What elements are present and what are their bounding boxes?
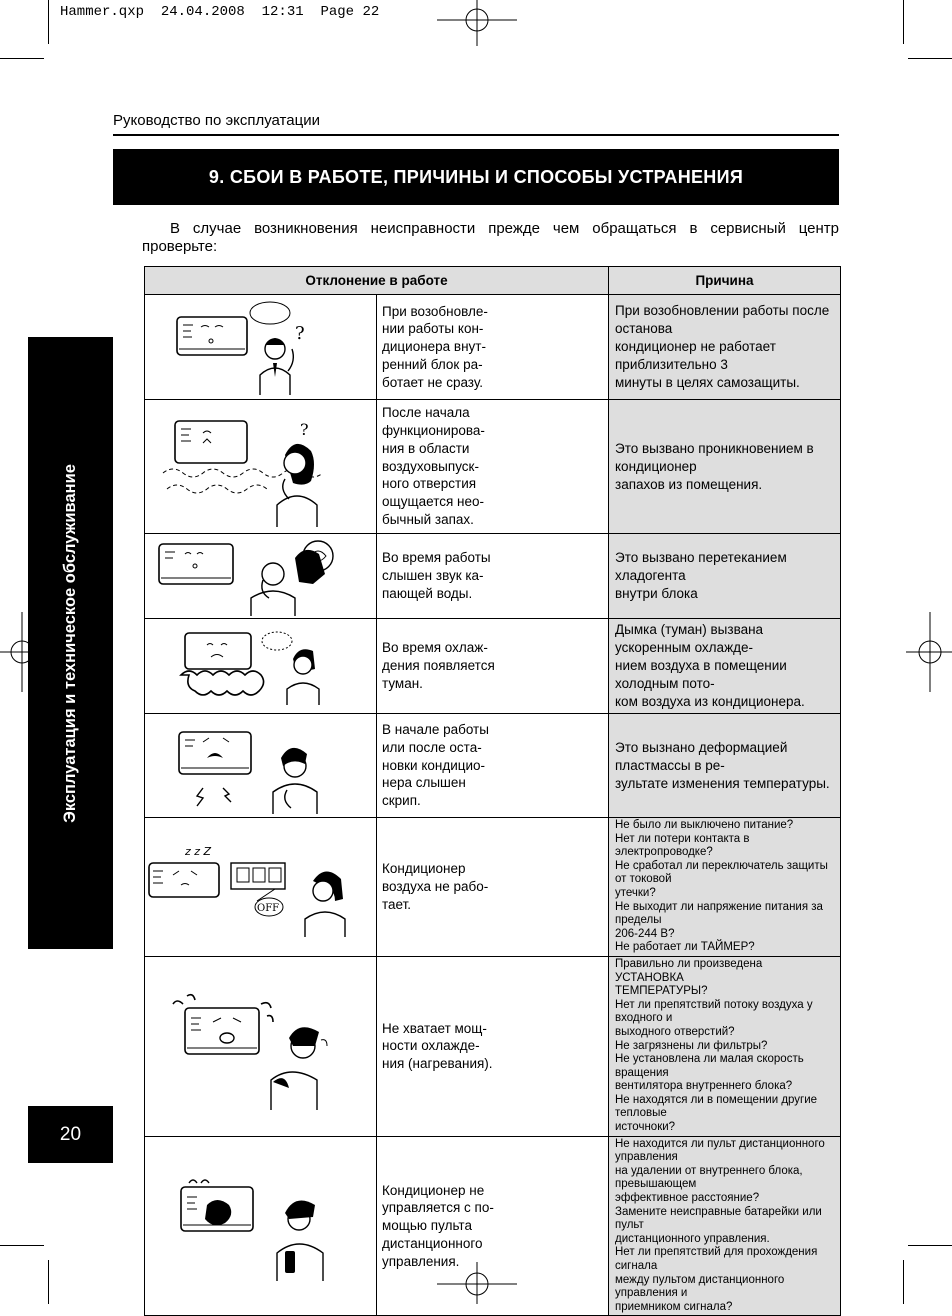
cause-cell	[609, 1136, 841, 1316]
symptom-line: управляется с по-	[382, 1200, 494, 1216]
header-divider	[113, 134, 839, 136]
cause-line: Замените неисправные батарейки или пульт	[615, 1205, 822, 1232]
table-row	[145, 534, 841, 619]
cause-line: внутри блока	[615, 586, 698, 601]
cause-line: Нет ли препятствий для прохождения сигнала	[615, 1246, 818, 1272]
cause-line: источноки?	[615, 1121, 676, 1134]
illustration-cell	[145, 619, 377, 714]
symptom-line: дения появляется	[382, 658, 495, 674]
table-row	[145, 1136, 841, 1316]
table-header-row	[145, 267, 841, 295]
cause-cell	[609, 818, 841, 957]
ac-unit-man-question-icon	[145, 297, 353, 397]
side-tab-label-wrap	[28, 337, 113, 949]
symptom-line: пающей воды.	[382, 585, 473, 601]
symptom-line: тает.	[382, 896, 412, 912]
symptom-line: новки кондицио-	[382, 757, 486, 773]
cause-line: эффективное расстояние?	[615, 1192, 760, 1205]
symptom-line: В начале работы	[382, 722, 489, 737]
troubleshooting-table	[144, 266, 841, 1316]
illustration-cell	[145, 818, 377, 957]
ac-unit-fog-icon	[145, 625, 353, 707]
crop-mark	[903, 0, 904, 44]
table-row	[145, 295, 841, 400]
cause-line: Это вызнано деформацией пластмассы в ре-	[615, 739, 788, 773]
cause-cell	[609, 714, 841, 818]
symptom-line: Во время работы	[382, 550, 491, 566]
symptom-line: управления.	[382, 1253, 460, 1269]
cause-line: ТЕМПЕРАТУРЫ?	[615, 985, 708, 998]
symptom-line: диционера внут-	[382, 339, 486, 355]
ac-unit-water-sound-icon	[145, 536, 353, 616]
cause-line: зультате изменения температуры.	[615, 775, 830, 791]
illustration-cell	[145, 956, 377, 1136]
intro-paragraph: В случае возникновения неисправности прежде чем обращаться в сервисный центр проверьте:	[142, 220, 839, 255]
registration-mark-icon	[906, 612, 952, 692]
symptom-line: нера слышен	[382, 775, 466, 791]
crop-mark	[48, 1260, 49, 1304]
symptom-line: Кондиционер не	[382, 1182, 485, 1198]
header-deviation: Отклонение в работе	[145, 267, 609, 295]
svg-text:?: ?	[300, 419, 309, 439]
symptom-line: ренний блок ра-	[382, 356, 483, 372]
cause-line: 206-244 В?	[615, 927, 675, 940]
crop-mark	[908, 58, 952, 59]
running-header: Руководство по эксплуатации	[113, 112, 320, 129]
page-number: 20	[28, 1106, 113, 1163]
cause-line: запахов из помещения.	[615, 476, 763, 492]
symptom-line: дистанционного	[382, 1235, 483, 1251]
symptom-line: функционирова-	[382, 423, 485, 438]
cause-line: приемником сигнала?	[615, 1300, 733, 1313]
side-tab-label: Эксплуатация и техническое обслуживание	[61, 463, 80, 823]
svg-text:z z Z: z z Z	[185, 844, 212, 858]
cause-line: Нет ли потери контакта в электропроводке?	[615, 832, 750, 859]
svg-text:?: ?	[295, 323, 305, 344]
cause-line: Нет ли препятствий потоку воздуха у входного и	[615, 998, 813, 1025]
symptom-cell	[377, 818, 609, 957]
illustration-cell	[145, 714, 377, 818]
symptom-cell	[377, 956, 609, 1136]
symptom-line: ния в области	[382, 440, 470, 456]
cause-line: ком воздуха из кондиционера.	[615, 694, 805, 709]
cause-line: Не установлена ли малая скорость вращения	[615, 1053, 804, 1079]
symptom-cell	[377, 534, 609, 619]
cause-line: дистанционного управления.	[615, 1232, 770, 1245]
cause-line: Дымка (туман) вызвана ускоренным охлажде-	[615, 622, 764, 655]
ac-unit-off-icon	[145, 837, 353, 937]
symptom-line: ботает не сразу.	[382, 374, 483, 390]
cause-cell	[609, 956, 841, 1136]
cause-cell	[609, 295, 841, 400]
cause-line: Не работает ли ТАЙМЕР?	[615, 941, 755, 954]
header-cause: Причина	[609, 267, 841, 295]
illustration-cell	[145, 1136, 377, 1316]
symptom-cell	[377, 400, 609, 534]
table-row	[145, 619, 841, 714]
ac-unit-remote-icon	[145, 1169, 353, 1283]
cause-line: Это вызвано перетеканием хладогента	[615, 550, 787, 583]
symptom-line: ния (нагревания).	[382, 1056, 493, 1072]
symptom-line: нии работы кон-	[382, 321, 484, 337]
cause-line: При возобновлении работы после останова	[615, 303, 830, 336]
symptom-line: туман.	[382, 675, 423, 691]
symptom-line: ощущается нео-	[382, 494, 485, 510]
crop-mark	[903, 1260, 904, 1304]
cause-line: минуты в целях самозащиты.	[615, 375, 800, 390]
symptom-line: бычный запах.	[382, 511, 474, 527]
cause-cell	[609, 400, 841, 534]
cause-line: нием воздуха в помещении холодным пото-	[615, 658, 787, 691]
cause-line: Не сработал ли переключатель защиты от токовой	[615, 859, 828, 886]
cause-cell	[609, 534, 841, 619]
table-row	[145, 400, 841, 534]
crop-mark	[908, 1245, 952, 1246]
section-title: 9. СБОИ В РАБОТЕ, ПРИЧИНЫ И СПОСОБЫ УСТРАНЕНИЯ	[113, 149, 839, 205]
symptom-cell	[377, 714, 609, 818]
off-label: OFF	[257, 902, 280, 914]
cause-line: Не выходит ли напряжение питания за пределы	[615, 900, 823, 927]
symptom-line: ности охлажде-	[382, 1038, 480, 1054]
symptom-cell	[377, 295, 609, 400]
symptom-cell	[377, 619, 609, 714]
symptom-line: После начала	[382, 405, 470, 421]
symptom-line: скрип.	[382, 793, 421, 809]
cause-line: утечки?	[615, 886, 656, 899]
symptom-line: или после оста-	[382, 739, 482, 755]
cause-line: вентилятора внутреннего блока?	[615, 1080, 793, 1093]
crop-mark	[48, 0, 49, 44]
cause-line: на удалении от внутреннего блока, превышающем	[615, 1164, 803, 1191]
cause-line: Правильно ли произведена УСТАНОВКА	[615, 957, 763, 984]
cause-cell	[609, 619, 841, 714]
print-slug-line: Hammer.qxp 24.04.2008 12:31 Page 22	[60, 4, 380, 20]
ac-unit-creak-icon	[145, 716, 353, 816]
crop-mark	[0, 1245, 44, 1246]
cause-line: Не было ли выключено питание?	[615, 819, 794, 831]
table-row	[145, 956, 841, 1136]
illustration-cell	[145, 295, 377, 400]
symptom-line: Во время охлаж-	[382, 640, 488, 656]
symptom-line: ного отверстия	[382, 476, 477, 492]
symptom-line: Не хватает мощ-	[382, 1020, 487, 1036]
cause-line: кондиционер не работает приблизительно 3	[615, 339, 776, 372]
symptom-cell	[377, 1136, 609, 1316]
symptom-line: слышен звук ка-	[382, 568, 484, 584]
illustration-cell	[145, 534, 377, 619]
cause-line: между пультом дистанционного управления и	[615, 1273, 785, 1300]
crop-mark	[0, 58, 44, 59]
ac-unit-smell-woman-icon	[145, 403, 353, 531]
symptom-line: воздуха не рабо-	[382, 879, 489, 895]
symptom-line: мощью пульта	[382, 1218, 472, 1234]
symptom-line: При возобновле-	[382, 303, 488, 319]
table-row	[145, 818, 841, 957]
cause-line: Не загрязнены ли фильтры?	[615, 1039, 768, 1052]
ac-unit-weak-cooling-icon	[145, 982, 353, 1110]
registration-mark-icon	[437, 0, 517, 46]
cause-line: Не находятся ли в помещении другие тепловые	[615, 1093, 818, 1120]
cause-line: Это вызвано проникновением в кондиционер	[615, 440, 814, 474]
cause-line: Не находится ли пульт дистанционного управления	[615, 1137, 825, 1164]
cause-line: выходного отверстий?	[615, 1025, 735, 1038]
symptom-line: воздуховыпуск-	[382, 458, 479, 474]
illustration-cell	[145, 400, 377, 534]
symptom-line: Кондиционер	[382, 861, 466, 877]
table-row	[145, 714, 841, 818]
